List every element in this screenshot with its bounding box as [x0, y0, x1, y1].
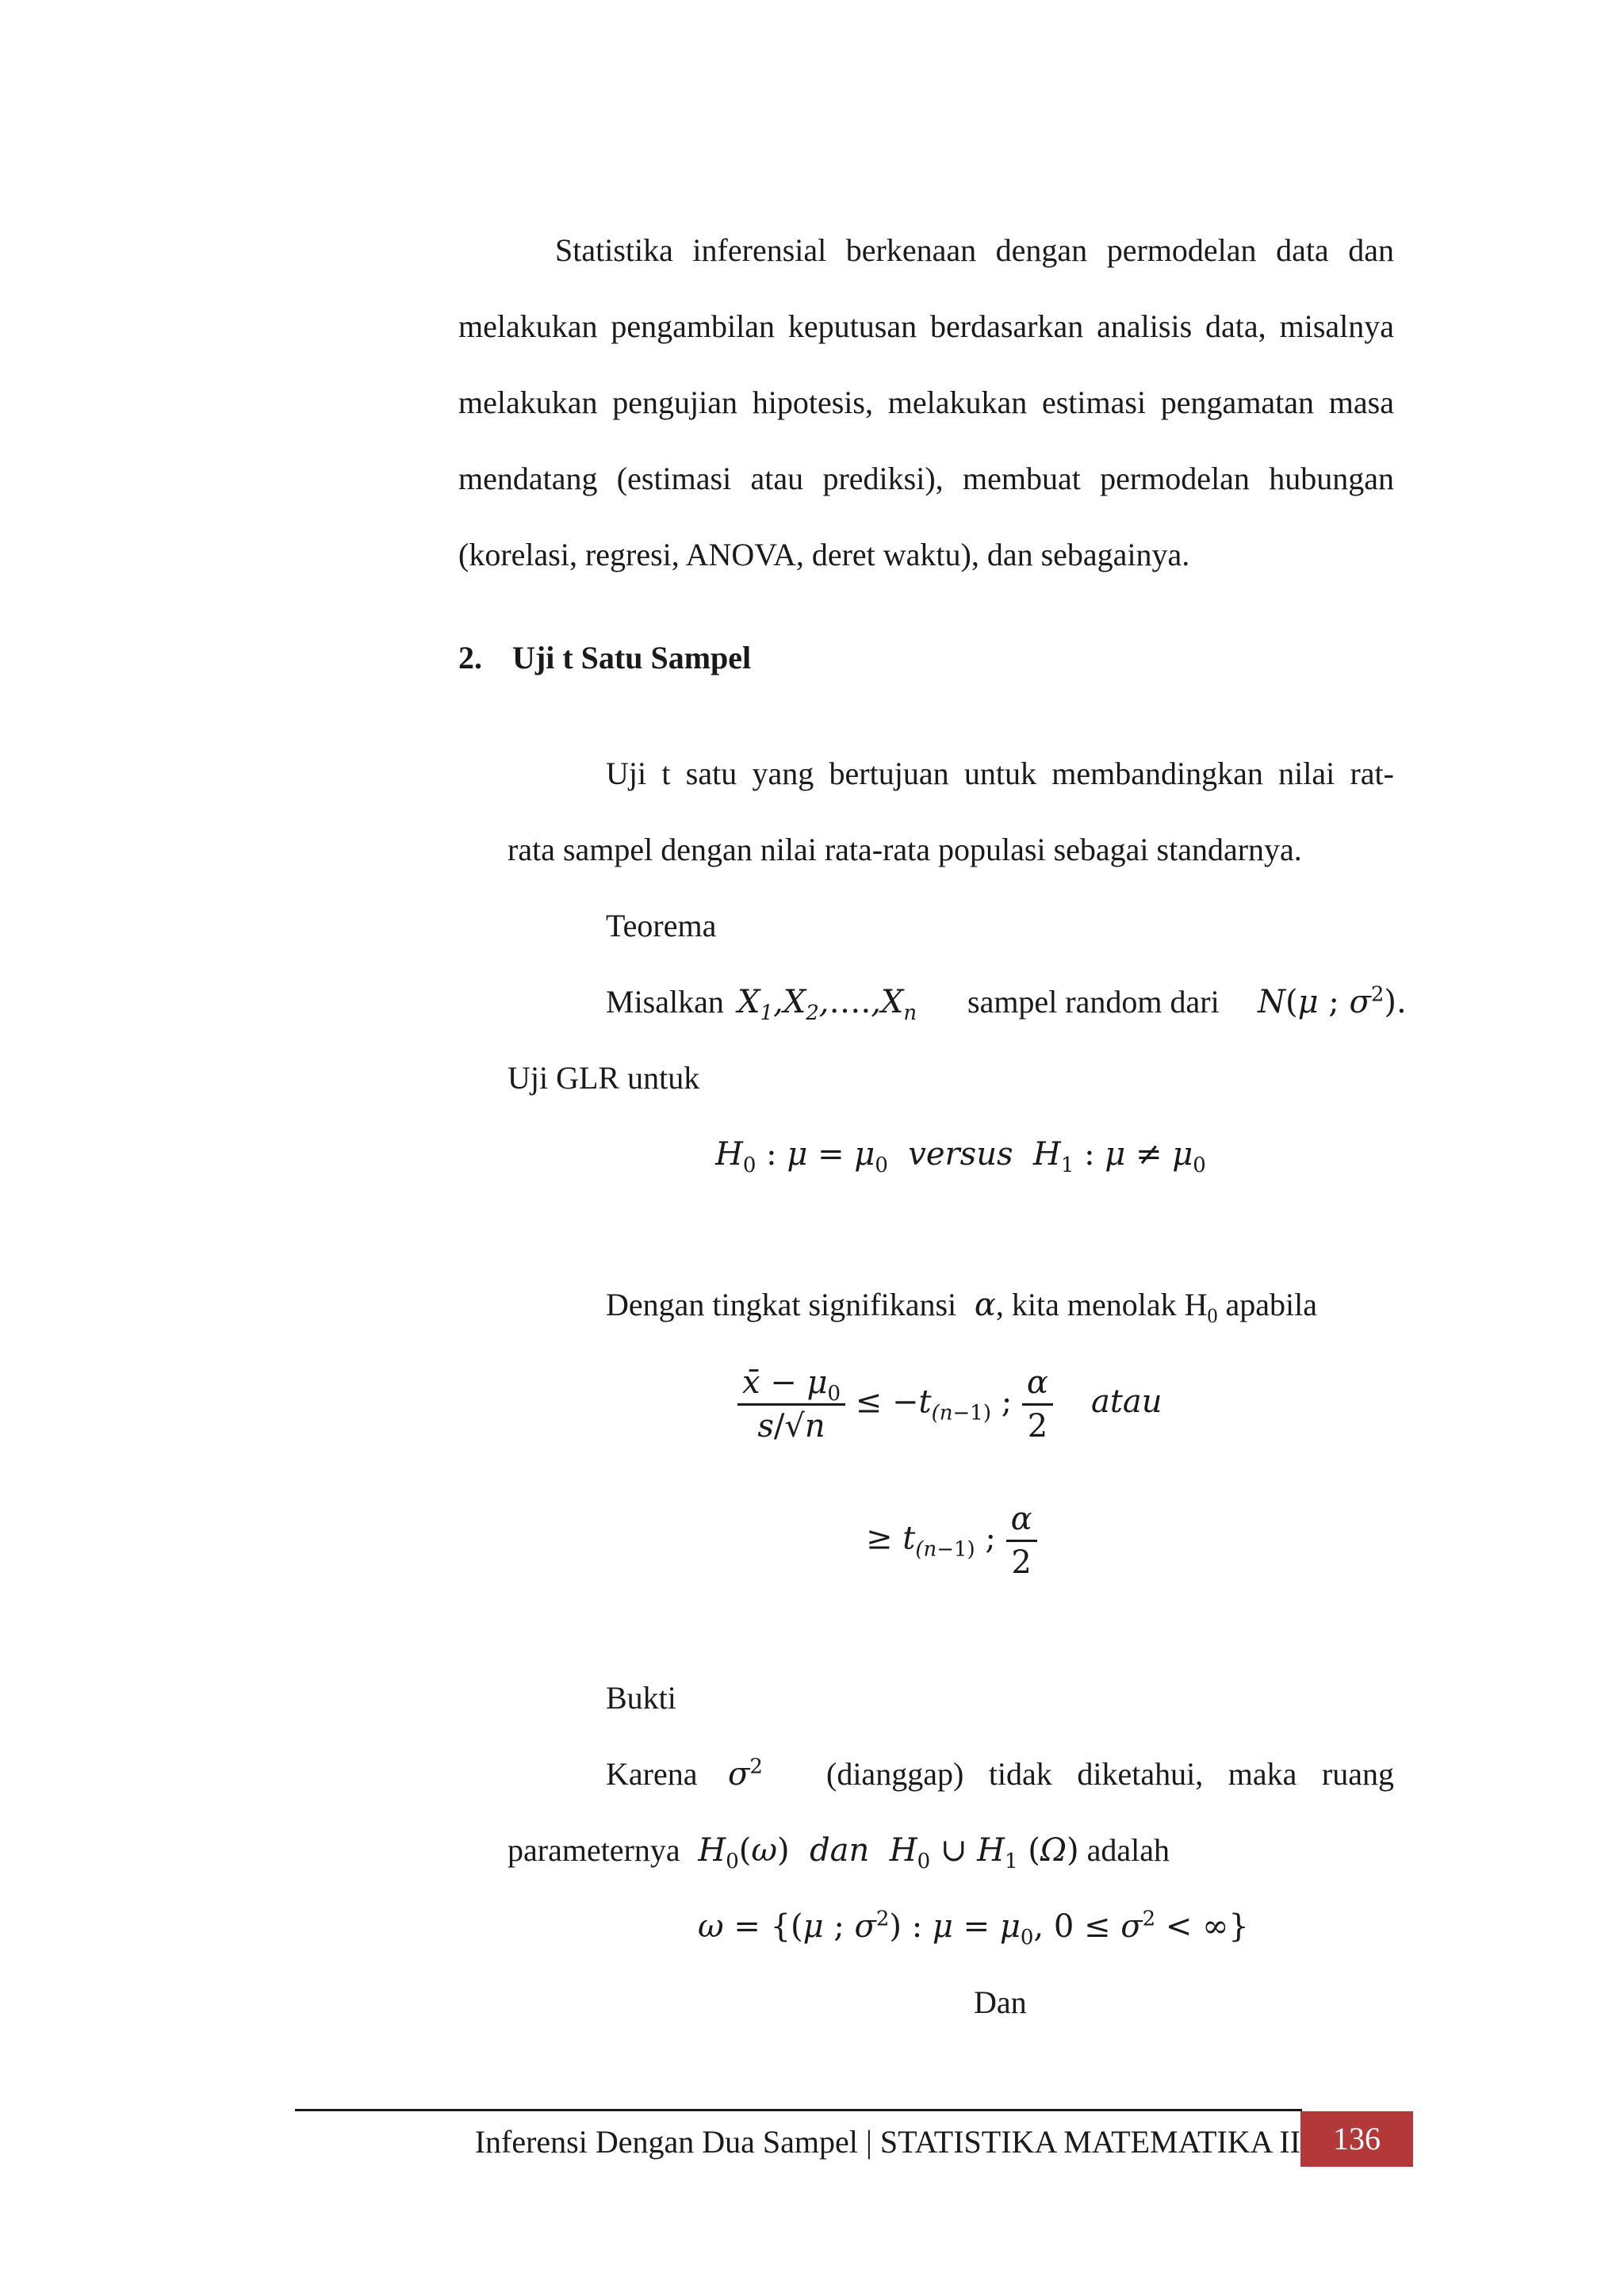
adalah-label: adalah	[1086, 1832, 1170, 1868]
paragraph-1-line-4: mendatang (estimasi atau prediksi), membuat permodelan hubungan	[458, 461, 1394, 496]
significance-sentence	[606, 1286, 1317, 1327]
footer-text: Inferensi Dengan Dua Sampel | STATISTIKA MATEMATIKA II	[474, 2124, 1300, 2160]
omega-set-formula: ω = {(μ ; $\sigma^2$) : $\mu = \mu_0$, $0 \le \sigma^2$ < ∞}	[698, 1907, 1249, 1950]
significance-text-3: apabila	[1217, 1287, 1317, 1322]
karena-label: Karena	[606, 1756, 698, 1792]
theorem-sample-phrase: sampel random dari	[967, 984, 1220, 1020]
test-statistic-formula: $\frac{x̄ - \mu_0}{s/√n}$ ≤ $-t_{(n-1)}$ ; $\frac{\alpha}{2}$	[737, 1362, 1053, 1447]
alpha-half-fraction-1: $\frac{\alpha}{2}$	[1022, 1362, 1053, 1447]
footer-rule	[295, 2109, 1302, 2111]
significance-subscript: 0	[1207, 1304, 1218, 1327]
paragraph-2-line-2: rata sampel dengan nilai rata-rata populasi sebagai standarnya.	[508, 832, 1302, 867]
section-heading	[458, 639, 751, 677]
proof-label: Bukti	[606, 1680, 676, 1716]
theorem-label: Teorema	[606, 908, 717, 943]
hypothesis-formula: $H_0$ : $\mu = \mu_0$ versus $H_1$ : $\mu \ne \mu_0$	[715, 1136, 1206, 1177]
significance-text-1: Dengan tingkat signifikansi	[606, 1287, 957, 1322]
section-number: 2.	[458, 640, 482, 675]
t-statistic-fraction: $\frac{x̄ - \mu_0}{s/√n}$	[737, 1362, 845, 1447]
paragraph-1-line-2: melakukan pengambilan keputusan berdasarkan analisis data, misalnya	[458, 308, 1394, 344]
alpha-half-fraction-2: $\frac{\alpha}{2}$	[1006, 1498, 1037, 1583]
paragraph-1-line-3: melakukan pengujian hipotesis, melakukan estimasi pengamatan masa	[458, 385, 1394, 420]
dan-label: Dan	[974, 1984, 1027, 2020]
paragraph-2-line-1: Uji t satu yang bertujuan untuk membandingkan nilai rat-	[606, 756, 1394, 791]
page-number-badge: 136	[1300, 2111, 1413, 2167]
sigma-squared-symbol: $\sigma^2$	[728, 1755, 763, 1793]
parameternya-label: parameternya	[508, 1832, 680, 1868]
significance-text-2: , kita menolak H	[995, 1287, 1208, 1322]
atau-label: atau	[1091, 1383, 1162, 1420]
karena-rest-text: (dianggap) tidak diketahui, maka ruang	[826, 1756, 1394, 1792]
parameter-space-sentence	[508, 1831, 1170, 1873]
paragraph-1-line-5: (korelasi, regresi, ANOVA, deret waktu), dan sebagainya.	[458, 537, 1190, 572]
alpha-symbol: α	[964, 1287, 996, 1323]
parameter-space-formula: $H_0(\omega)$ dan $H_0$ ∪ $H_1$ (Ω)	[688, 1832, 1079, 1873]
upper-critical-formula: ≥ $t_{(n-1)}$ ; $\frac{\alpha}{2}$	[866, 1498, 1037, 1583]
normal-distribution-formula: N(μ ; $\sigma^2$).	[1258, 982, 1407, 1020]
theorem-misalkan-label: Misalkan	[606, 984, 724, 1020]
sample-variables-formula: $X_1,X_2,\dots.,X_n$	[737, 984, 917, 1025]
paragraph-1-line-1: Statistika inferensial berkenaan dengan permodelan data dan	[555, 232, 1394, 268]
section-title: Uji t Satu Sampel	[512, 640, 752, 675]
uji-glr-label: Uji GLR untuk	[508, 1060, 700, 1096]
